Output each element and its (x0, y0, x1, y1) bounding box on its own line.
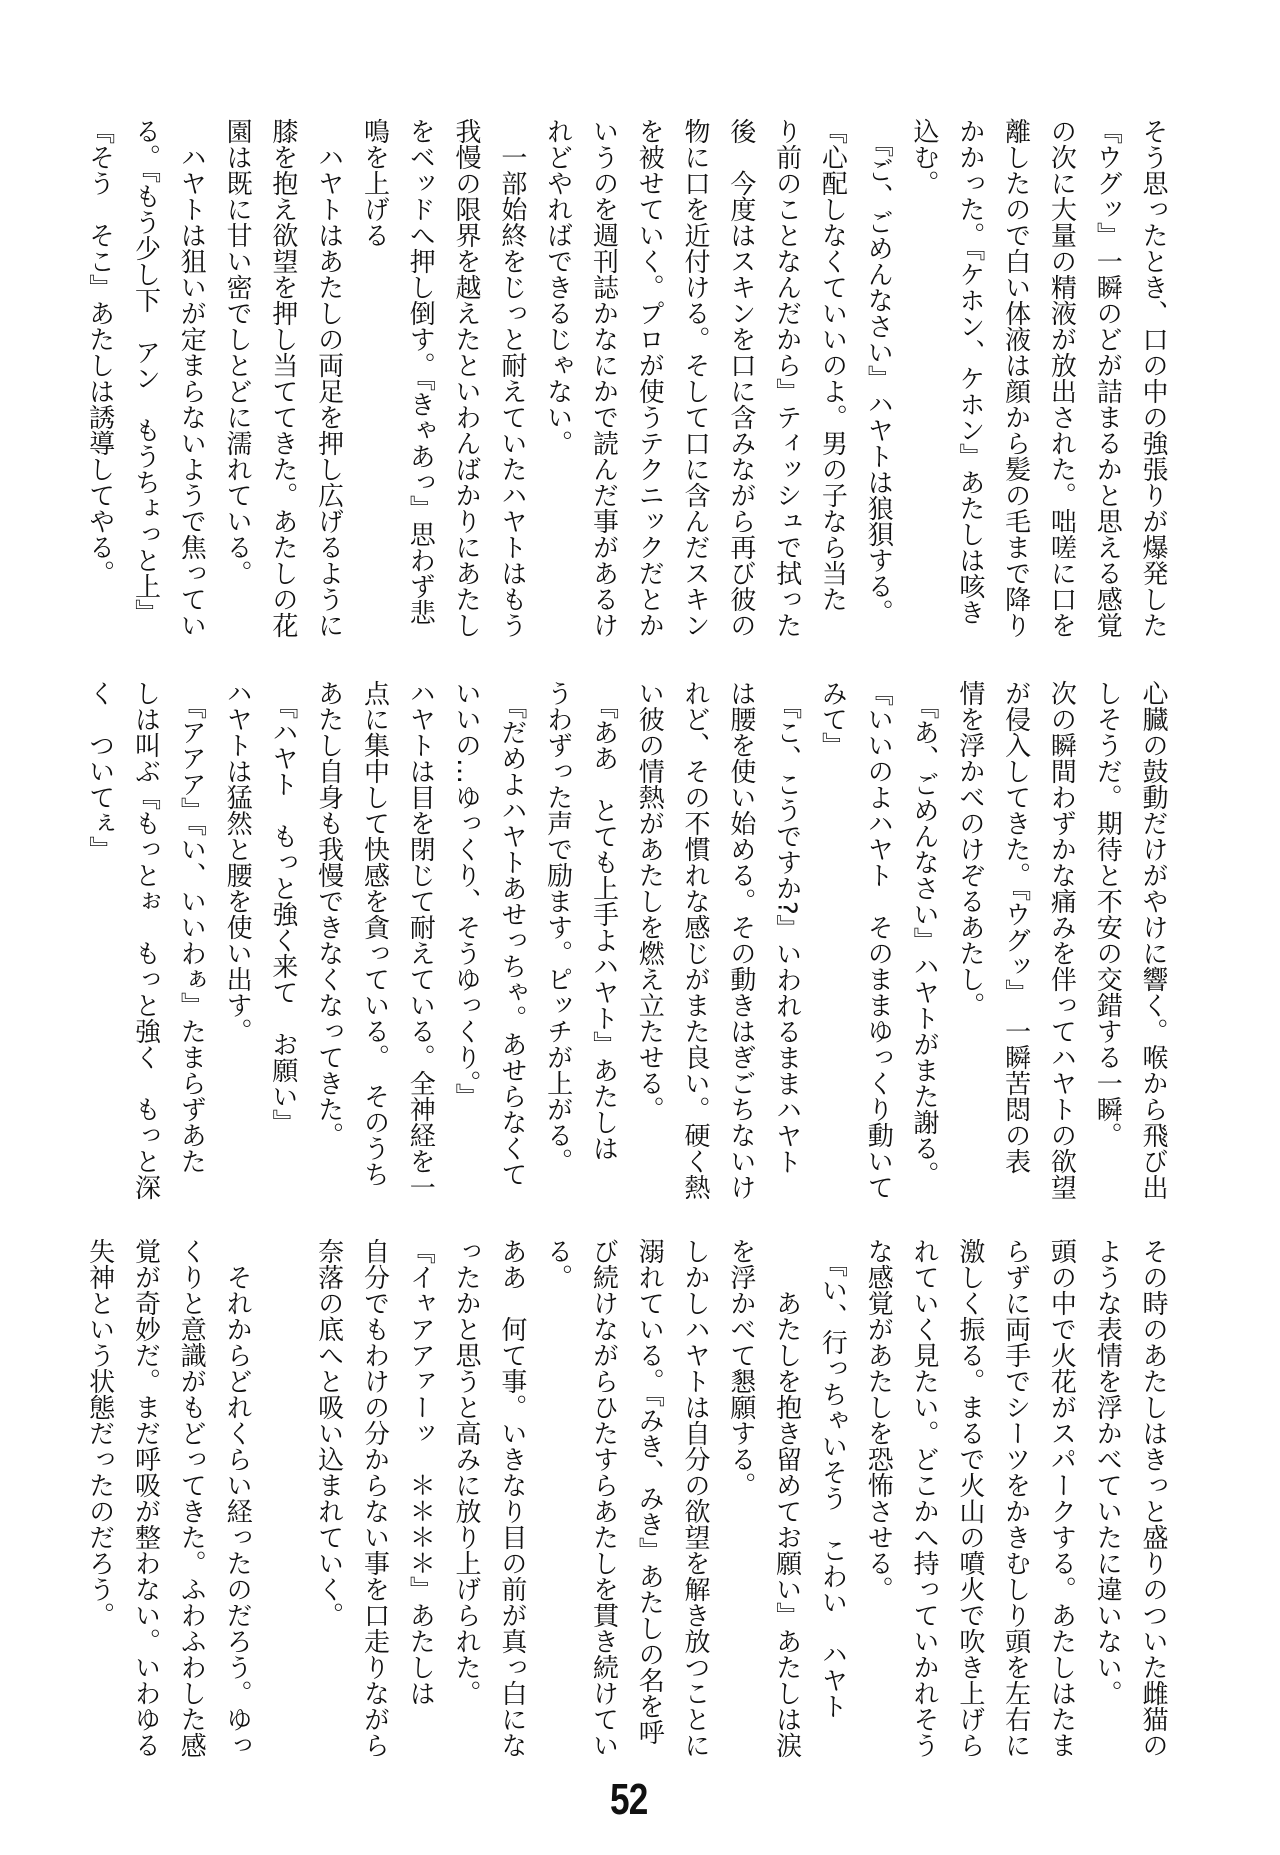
text-line: い彼の情熱があたしを燃え立たせる。 (634, 680, 665, 1122)
text-line: 『アアア』『い、いいわぁ』たまらずあた (176, 680, 207, 1174)
text-line: それからどれくらい経ったのだろう。ゆっ (222, 1238, 253, 1758)
text-line: かかった。『ケホン、ケホン』あたしは咳き (954, 118, 985, 625)
text-line: ハヤトはあたしの両足を押し広げるように (313, 118, 344, 638)
text-line: その時のあたしはきっと盛りのついた雌猫の (1138, 1238, 1168, 1758)
text-line: 『あ、ごめんなさい』ハヤトがまた謝る。 (909, 680, 940, 1187)
text-line: る。 (542, 1238, 573, 1290)
text-line: 『だめよハヤトあせっちゃ。あせらなくて (496, 680, 527, 1187)
text-line: 一部始終をじっと耐えていたハヤトはもう (496, 118, 527, 638)
text-line: 『こ、こうですか?』いわれるままハヤト (771, 680, 802, 1175)
text-line (259, 1238, 305, 1758)
text-line: 『い、行っちゃいそう こわい ハヤト (817, 1238, 848, 1719)
text-line: を浮かべて懇願する。 (725, 1238, 756, 1498)
text-line: 離したので白い体液は顔から髪の毛まで降り (1000, 118, 1031, 638)
text-line: 点に集中して快感を貪っている。 そのうち (359, 680, 390, 1187)
text-line: る。『もう少し下 アン もうちょっと上』 (130, 118, 161, 625)
text-line: くりと意識がもどってきた。ふわふわした感 (176, 1238, 207, 1758)
text-line: 後 今度はスキンを口に含みながら再び彼の (725, 118, 756, 638)
text-line: 園は既に甘い密でしとどに濡れている。 (222, 118, 253, 586)
text-line: な感覚があたしを恐怖させる。 (863, 1238, 894, 1602)
text-line: 激しく振る。まるで火山の噴火で吹き上げら (954, 1238, 985, 1758)
text-line: び続けながらひたすらあたしを貫き続けてい (588, 1238, 619, 1758)
text-line: 失神という状態だったのだろう。 (84, 1238, 115, 1628)
text-line: そう思ったとき、口の中の強張りが爆発した (1138, 118, 1168, 638)
text-line: 奈落の底へと吸い込まれていく。 (313, 1238, 344, 1628)
text-line: ハヤトは狙いが定まらないようで焦ってい (176, 118, 207, 638)
text-line: ハヤトは目を閉じて耐えている。全神経を一 (405, 680, 436, 1200)
text-line: 『ハヤト もっと強く来て お願い』 (267, 680, 298, 1135)
text-line: しかしハヤトは自分の欲望を解き放つことに (680, 1238, 711, 1758)
text-line: 『心配しなくていいのよ。男の子なら当た (817, 118, 848, 612)
text-line: あたしを抱き留めてお願い』あたしは涙 (771, 1238, 802, 1758)
text-line: れどやればできるじゃない。 (542, 118, 573, 456)
text-line: れていく見たい。どこかへ持っていかれそう (909, 1238, 940, 1758)
text-line: 自分でもわけの分からない事を口走りながら (359, 1238, 390, 1758)
text-line: 心臓の鼓動だけがやけに響く。喉から飛び出 (1138, 680, 1168, 1200)
text-line: を被せていく。プロが使うテクニックだとか (634, 118, 665, 638)
text-line: 鳴を上げる (359, 118, 390, 248)
text-line: ったかと思うと高みに放り上げられた。 (451, 1238, 482, 1706)
text-line: が侵入してきた。『ウグッ』 一瞬苦悶の表 (1000, 680, 1031, 1174)
text-line: みて』 (817, 680, 848, 758)
text-line: れど、その不慣れな感じがまた良い。硬く熱 (680, 680, 711, 1200)
text-line: 物に口を近付ける。そして口に含んだスキン (680, 118, 711, 638)
text-line: あたし自身も我慢できなくなってきた。 (313, 680, 344, 1148)
page-number: 52 (610, 1775, 648, 1824)
text-line: 『そう そこ』あたしは誘導してやる。 (84, 118, 115, 586)
text-line: の次に大量の精液が放出された。咄嗟に口を (1046, 118, 1077, 638)
text-block-bottom (75, 1238, 1175, 1758)
text-line: 溺れている。『みき、みき』あたしの名を呼 (634, 1238, 665, 1745)
text-line: 込む。 (909, 118, 940, 196)
text-line: り前のことなんだから』ティッシュで拭った (771, 118, 802, 638)
text-line: 『ああ とても上手よハヤト』あたしは (588, 680, 619, 1161)
text-line: 『ウグッ』一瞬のどが詰まるかと思える感覚 (1092, 118, 1123, 638)
text-line: 『ご、ごめんなさい』ハヤトは狼狽する。 (863, 118, 894, 625)
text-line: しは叫ぶ『もっとぉ もっと強く もっと深 (130, 680, 161, 1200)
text-block-top (75, 118, 1175, 638)
text-line: いいの…ゆっくり、そうゆっくり。』 (451, 680, 482, 1109)
text-line: く ついてぇ』 (84, 680, 115, 862)
text-line: うわずった声で励ます。ピッチが上がる。 (542, 680, 573, 1174)
text-line: ああ 何て事。いきなり目の前が真っ白にな (496, 1238, 527, 1758)
text-line: 膝を抱え欲望を押し当ててきた。あたしの花 (267, 118, 298, 638)
text-line: ハヤトは猛然と腰を使い出す。 (222, 680, 253, 1044)
text-line: いうのを週刊誌かなにかで読んだ事があるけ (588, 118, 619, 638)
text-line: 我慢の限界を越えたといわんばかりにあたし (451, 118, 482, 638)
text-line: ような表情を浮かべていたに違いない。 (1092, 1238, 1123, 1706)
text-block-middle (75, 680, 1175, 1200)
text-line: 『イャアアァーッ ＊＊＊＊』あたしは (405, 1238, 436, 1706)
text-line: は腰を使い始める。その動きはぎごちないけ (725, 680, 756, 1200)
text-line: 覚が奇妙だ。まだ呼吸が整わない。いわゆる (130, 1238, 161, 1758)
text-line: 次の瞬間わずかな痛みを伴ってハヤトの欲望 (1046, 680, 1077, 1200)
text-line: しそうだ。期待と不安の交錯する一瞬。 (1092, 680, 1123, 1148)
text-line: 頭の中で火花がスパークする。あたしはたま (1046, 1238, 1077, 1758)
text-line: 『いいのよハヤト そのままゆっくり動いて (863, 680, 894, 1200)
text-line: をベッドへ押し倒す。『きゃあっ』思わず悲 (405, 118, 436, 625)
text-line: 情を浮かべのけぞるあたし。 (954, 680, 985, 1018)
text-line: らずに両手でシーツをかきむしり頭を左右に (1000, 1238, 1031, 1758)
